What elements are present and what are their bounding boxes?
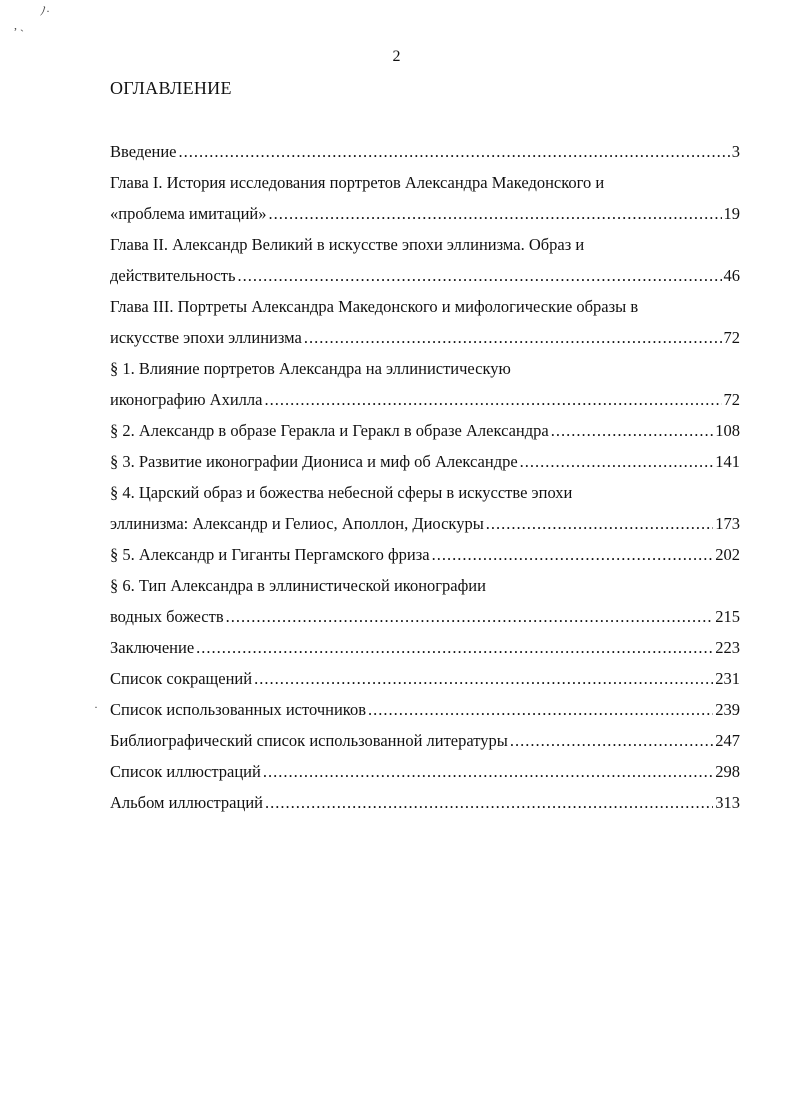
toc-entry-page: 141	[715, 452, 740, 471]
toc-entry-title: Библиографический список использованной литературы	[110, 731, 508, 750]
toc-entry-title: Список использованных источников	[110, 700, 366, 719]
toc-entry-title: иконографию Ахилла	[110, 390, 263, 409]
toc-line	[110, 264, 740, 295]
dot-leader	[263, 760, 713, 784]
dot-leader	[226, 605, 714, 629]
toc-entry-title: § 4. Царский образ и божества небесной сферы в искусстве эпохи	[110, 483, 573, 502]
toc-entry-title: Введение	[110, 142, 177, 161]
scan-speck: ·	[94, 700, 98, 714]
scan-speck: ﾉ·	[40, 4, 50, 18]
toc-entry-title: Список сокращений	[110, 669, 253, 688]
toc-entry-title: действительность	[110, 266, 236, 285]
toc-entry-title: эллинизма: Александр и Гелиос, Аполлон, Диоскуры	[110, 514, 484, 533]
dot-leader	[510, 729, 713, 753]
toc-line	[110, 140, 740, 171]
table-of-contents	[110, 140, 740, 822]
toc-entry-page: 202	[715, 545, 740, 564]
toc-line	[110, 760, 740, 791]
toc-line	[110, 450, 740, 481]
toc-line	[110, 388, 740, 419]
toc-entry-page: 215	[715, 607, 740, 626]
dot-leader	[486, 512, 713, 536]
scan-speck: , ˏ	[14, 18, 24, 32]
toc-line	[110, 512, 740, 543]
toc-line	[110, 543, 740, 574]
toc-line	[110, 698, 740, 729]
dot-leader	[432, 543, 714, 567]
toc-entry-title: § 6. Тип Александра в эллинистической иконографии	[110, 576, 486, 595]
dot-leader	[268, 202, 721, 226]
dot-leader	[196, 636, 713, 660]
toc-entry-page: 173	[715, 514, 740, 533]
toc-line	[110, 791, 740, 822]
toc-entry-page: 247	[715, 731, 740, 750]
page-number: 2	[392, 48, 401, 65]
toc-line	[110, 326, 740, 357]
dot-leader	[264, 388, 721, 412]
toc-entry-title: § 2. Александр в образе Геракла и Геракл в образе Александра	[110, 421, 549, 440]
page-title: ОГЛАВЛЕНИЕ	[110, 78, 232, 98]
toc-entry-page: 239	[715, 700, 740, 719]
toc-entry-page: 231	[715, 669, 740, 688]
toc-entry-title: Заключение	[110, 638, 195, 657]
dot-leader	[368, 698, 713, 722]
toc-entry-title: Список иллюстраций	[110, 762, 261, 781]
dot-leader	[254, 667, 713, 691]
toc-line	[110, 729, 740, 760]
dot-leader	[551, 419, 714, 443]
toc-line	[110, 605, 740, 636]
toc-entry-title: Глава I. История исследования портретов Александра Македонского и	[110, 173, 605, 192]
dot-leader	[238, 264, 722, 288]
dot-leader	[265, 791, 713, 815]
toc-entry-title: водных божеств	[110, 607, 224, 626]
toc-entry-title: искусстве эпохи эллинизма	[110, 328, 302, 347]
toc-entry-page: 3	[731, 142, 740, 161]
toc-entry-title: Альбом иллюстраций	[110, 793, 263, 812]
toc-entry-page: 108	[715, 421, 740, 440]
dot-leader	[520, 450, 714, 474]
toc-entry-page: 72	[723, 390, 740, 409]
toc-line	[110, 636, 740, 667]
toc-line	[110, 667, 740, 698]
dot-leader	[179, 140, 730, 164]
toc-entry-title: § 5. Александр и Гиганты Пергамского фриза	[110, 545, 430, 564]
toc-entry-title: § 1. Влияние портретов Александра на эллинистическую	[110, 359, 511, 378]
dot-leader	[304, 326, 722, 350]
toc-entry-page: 223	[715, 638, 740, 657]
toc-line	[110, 419, 740, 450]
toc-entry-page: 46	[723, 266, 740, 285]
toc-entry-title: «проблема имитаций»	[110, 204, 267, 223]
toc-entry-title: Глава III. Портреты Александра Македонского и мифологические образы в	[110, 297, 639, 316]
toc-entry-page: 72	[723, 328, 740, 347]
toc-entry-page: 313	[715, 793, 740, 812]
toc-entry-page: 19	[723, 204, 740, 223]
toc-entry-title: Глава II. Александр Великий в искусстве эпохи эллинизма. Образ и	[110, 235, 585, 254]
toc-entry-title: § 3. Развитие иконографии Диониса и миф об Александре	[110, 452, 518, 471]
toc-entry-page: 298	[715, 762, 740, 781]
toc-line	[110, 202, 740, 233]
